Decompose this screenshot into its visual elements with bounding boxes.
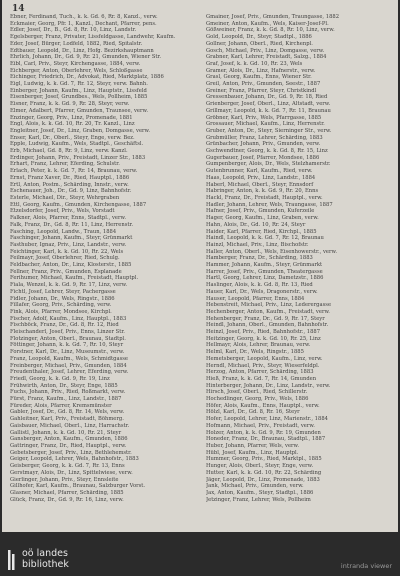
directory-entry: Feichtinger, Karl, k. k. Gd. 10, Rr. 22, Wels: [10, 248, 124, 255]
directory-entry: Haas, Leopold, Priv., Linz, Landstr., 1884: [206, 174, 316, 181]
directory-entry: Edler, Josef, Dr., B., Gd. 8, Rr. 10, Linz, Landstr.: [10, 27, 137, 34]
directory-entry: Heitzinger, Georg, k. k. Gd. 10, Rr. 25, Linz: [206, 335, 321, 342]
directory-entry: Hainzl, Michael, Priv., Linz, Bischofstr.: [206, 241, 309, 248]
directory-entry: Grossauer, Michael, Kaufm., Linz, Herrenstr.: [206, 121, 325, 128]
directory-entry: Harrer, Josef, Priv., Gmunden, Theatergasse: [206, 268, 323, 275]
directory-entry: Engl, Alois, k. k. Gd. 10, Rr. 20, Tr. Kanzl., Linz: [10, 121, 135, 128]
logo-mark-icon: [8, 550, 18, 570]
directory-entry: Gmeiner, Anton, Kaufm., Wels, Kaiser-Josef-Pl.: [206, 20, 329, 27]
directory-entry: Haller, Anton, Oberl., Wels, Eisenhowerstr., verw.: [206, 248, 337, 255]
directory-entry: Hemetsberger, Leopold, Kaufm., Linz, verw.: [206, 355, 323, 362]
directory-entry: Fink, Alois, Pfarrer, Mondsee, Kirchpl.: [10, 308, 112, 315]
directory-entry: Haslinger, Alois, k. k. Gd. 8, Rr. 13, Ried: [206, 282, 313, 289]
directory-entry: Hölzl, Karl, Dr., Gd. 8, Rr. 16, Steyr: [206, 409, 300, 416]
directory-entry: Eisenberger, Josef, Grundbes., Wels, Pollheim, 1885: [10, 94, 148, 101]
directory-entry: Geiger, Leopold, Lehrer, Wels, Bahnhofstr., 1883: [10, 456, 139, 463]
directory-entry: Egelsberger, Franz, Privater, Lissfeldgasse, Landwehr, Kaufm.: [10, 34, 176, 41]
directory-entry: Glück, Franz, Dr., Gd. 9, Rr. 16, Linz, verw.: [10, 496, 124, 503]
logo-text: [22, 548, 69, 570]
directory-entry: Gahleitner, Karl, Priv., Freistadt, Böhmerg.: [10, 416, 124, 423]
directory-entry: Ettl, Georg, Kaufm., Gmunden, Kirchengasse, 1887: [10, 201, 147, 208]
directory-entry: Eibl, Carl, Priv., Steyr, Kirchengasse, 1884, verw.: [10, 60, 141, 67]
directory-entry: Hübl, Josef, Kaufm., Linz, Hauptpl.: [206, 449, 299, 456]
directory-entry: Gallistl, Johann, k. k. Gd. 10, Rr. 21, Steyr: [10, 429, 122, 436]
directory-entry: Enser, Karl, Dr., Oberl., Steyr, Enge, verw. Bez.: [10, 134, 135, 141]
directory-entry: Hammer, Johann, Kaufm., Steyr, Grünmarkt: [206, 262, 323, 269]
directory-entry: Ehrlich, Johann, Dr., Gd. 9, Rr. 21, Gmunden, Wiener Str.: [10, 54, 162, 61]
directory-entry: Fürst, Franz, Kaufm., Linz, Landstr., 1887: [10, 396, 122, 403]
directory-entry: Gruber, Anton, Dr., Steyr, Sierninger Str., verw.: [206, 127, 332, 134]
directory-entry: Gierlinger, Johann, Priv., Steyr, Ennsleite: [10, 476, 119, 483]
directory-entry: Haberl, Michael, Oberl., Steyr, Ennsdorf: [206, 181, 314, 188]
directory-entry: Hochedlinger, Georg, Priv., Wels, 1886: [206, 396, 309, 403]
directory-entry: Hager, Georg, Kaufm., Linz, Graben, verw.: [206, 215, 319, 222]
right-column: [206, 14, 390, 526]
directory-entry: Haider, Karl, Pfarrer, Ried, Kirchpl., 1885: [206, 228, 317, 235]
directory-entry: Fischböck, Franz, Dr., Gd. 8, Rr. 12, Ried: [10, 322, 119, 329]
directory-entry: Grasl, Georg, Kaufm., Enns, Wiener Str.: [206, 74, 312, 81]
directory-entry: Eisner, Franz, k. k. Gd. 9, Rr. 28, Steyr, verw.: [10, 101, 130, 108]
directory-entry: Gosch, Michael, Priv., Linz, Domgasse, verw.: [206, 47, 325, 54]
directory-entry: Gressenbauer, Johann, Dr., Gd. 9, Rr. 18, Ried: [206, 94, 328, 101]
directory-entry: Jax, Anton, Kaufm., Steyr, Stadtpl., 1886: [206, 489, 314, 496]
directory-entry: Hofer, Leopold, Lehrer, Linz, Marienstr., 1884: [206, 416, 328, 423]
directory-entry: Engleitner, Josef, Dr., Linz, Graben, Domgasse, verw.: [10, 127, 151, 134]
directory-entry: Gerstmayr, Alois, Dr., Linz, Spittelwiese, verw.: [10, 469, 133, 476]
directory-entry: Glasner, Michael, Pfarrer, Schärding, 1885: [10, 489, 124, 496]
directory-entry: Gramer, Alois, Dr., Linz, Hafnerstr., verw.: [206, 67, 316, 74]
directory-entry: Herzog, Anton, Pfarrer, Schärding, 1883: [206, 369, 314, 376]
directory-entry: Hutter, Karl, k. k. Gd. 10, Rr. 22, Schärding: [206, 469, 322, 476]
directory-entry: Hummer, Georg, Priv., Ried, Marktpl., 1885: [206, 456, 322, 463]
directory-entry: Eschenauer, Joh., Dr., Gd. 9, Linz, Bahnhofstr.: [10, 188, 132, 195]
directory-entry: Eder, Josef, Bürger, Lodfeld, 1882, Ried, Spitalstr.: [10, 40, 143, 47]
logo-line1: oö landes: [22, 548, 68, 559]
directory-entry: Fichtl, Josef, Lehrer, Steyr, Pachergasse: [10, 288, 116, 295]
directory-entry: Honeder, Franz, Dr., Braunau, Stadtpl., 1887: [206, 436, 326, 443]
directory-entry: Faschinger, Johann, Kaufm., Steyr, Grünmarkt: [10, 235, 133, 242]
directory-entry: Hartl, Georg, Lehrer, Linz, Dametzstr., 1886: [206, 275, 324, 282]
directory-entry: Fillafer, Georg, Priv., Schärding, verw.: [10, 302, 112, 309]
directory-entry: Feldbacher, Anton, Dr., Linz, Klosterstr., 1885: [10, 262, 132, 269]
directory-entry: Herndl, Michael, Priv., Steyr, Wieserfeldpl.: [206, 362, 320, 369]
directory-entry: Hebenstreit, Michael, Priv., Linz, Lederergasse: [206, 302, 332, 309]
directory-entry: Fasching, Leopold, Landw., Traun, 1884: [10, 228, 117, 235]
scanned-page: [2, 0, 398, 532]
logo-line2: bibliothek: [22, 559, 69, 570]
directory-entry: Füreder, Alois, Pfarrer, Kremsmünster: [10, 402, 112, 409]
directory-entry: Erlach, Peter, k. k. Gd. 7, Rr. 14, Braunau, verw.: [10, 168, 138, 175]
directory-entry: Föttinger, Johann, k. k. Gd. 7, Rr. 10, Steyr: [10, 342, 124, 349]
directory-entry: Ertl, Anton, Postm., Schärding, Innstr., verw.: [10, 181, 129, 188]
directory-entry: Hauer, Karl, Dr., Wels, Dragonerstr., verw.: [206, 288, 318, 295]
directory-entry: Enzinger, Georg, Priv., Linz, Promenade, 1881: [10, 114, 133, 121]
directory-entry: Freinberger, Michael, Priv., Gmunden, 1884: [10, 362, 127, 369]
directory-entry: Hechenberger, Anton, Kaufm., Freistadt, verw.: [206, 308, 330, 315]
viewer-label: intranda viewer: [340, 562, 392, 570]
directory-entry: Esterle, Michael, Dir., Steyr, Wehrgraben: [10, 194, 120, 201]
directory-entry: Etzelsdorfer, Josef, Priv., Wels, Vorstadt: [10, 208, 115, 215]
directory-entry: Grubmüller, Franz, Lehrer, Schärding, 1883: [206, 134, 323, 141]
directory-entry: Frühwirth, Anton, Dr., Steyr, Enge, 1885: [10, 382, 118, 389]
directory-entry: Fasthuber, Ignaz, Priv., Linz, Landstr., verw.: [10, 241, 127, 248]
directory-entry: Hehenberger, Franz, Dr., Gd. 9, Rr. 17, Steyr: [206, 315, 325, 322]
directory-entry: Falkner, Alois, Pfarrer, Enns, Stadtpl., verw.: [10, 215, 127, 222]
page-number: 14: [12, 4, 25, 14]
directory-entry: Heinzl, Josef, Priv., Ried, Bahnhofstr., 1887: [206, 329, 321, 336]
directory-entry: Ernst, Franz Xaver, Dr., Ried, Hauptpl., 1886: [10, 174, 130, 181]
directory-entry: Eigl, Ludwig, k. k. Gd. 7, Rr. 12, Steyr, verw. Bahnh.: [10, 81, 148, 88]
directory-entry: Gugerbauer, Josef, Pfarrer, Mondsee, 1886: [206, 154, 320, 161]
directory-entry: Hadler, Johann, Lehrer, Wels, Traungasse, 1887: [206, 201, 333, 208]
directory-entry: Heindl, Johann, Oberl., Gmunden, Bahnhofstr.: [206, 322, 329, 329]
directory-entry: Hamberger, Franz, Dr., Schärding, 1883: [206, 255, 313, 262]
directory-entry: Freudenthaler, Josef, Lehrer, Eferding, verw.: [10, 369, 129, 376]
directory-entry: Flotzinger, Anton, Oberl., Braunau, Stadtpl.: [10, 335, 126, 342]
directory-entry: Fleischanderl, Josef, Priv., Enns, Linzer Str.: [10, 329, 125, 336]
directory-entry: Graf, Josef, k. k. Gd. 10, Rr. 23, Wels: [206, 60, 303, 67]
directory-entry: Gold, Leopold, Dr., Steyr, Stadtpl., 1886: [206, 34, 312, 41]
directory-entry: Feilmayr, Josef, Oberlehrer, Ried, Schulg.: [10, 255, 120, 262]
directory-entry: Gmainer, Josef, Priv., Gmunden, Traungasse, 1882: [206, 14, 340, 20]
directory-entry: Fellner, Franz, Priv., Gmunden, Esplanade: [10, 268, 122, 275]
directory-entry: Jetzinger, Franz, Lehrer, Wels, Pollheim: [206, 496, 311, 503]
directory-entry: Jank, Michael, Priv., Gmunden, verw.: [206, 483, 304, 490]
left-column: [10, 14, 194, 526]
directory-entry: Greiner, Franz, Pfarrer, Steyr, Christkindl: [206, 87, 317, 94]
directory-entry: Gröbner, Karl, Priv., Wels, Pfarrgasse, 1885: [206, 114, 322, 121]
directory-entry: Grabner, Karl, Lehrer, Freistadt, Salzg., 1884: [206, 54, 327, 61]
directory-entry: Hellmayr, Alois, Lehrer, Braunau, verw.: [206, 342, 311, 349]
directory-entry: Fidler, Johann, Dr., Wels, Ringstr., 1886: [10, 295, 115, 302]
directory-entry: Jäger, Leopold, Dr., Linz, Promenade, 1883: [206, 476, 320, 483]
directory-entry: Hackl, Franz, Dr., Freistadt, Hauptpl., verw.: [206, 194, 323, 201]
directory-entry: Gutenbrunner, Karl, Kaufm., Ried, verw.: [206, 168, 313, 175]
directory-entry: Helml, Karl, Dr., Wels, Ringstr., 1885: [206, 349, 304, 356]
directory-entry: Hieß, Franz, k. k. Gd. 7, Rr. 14, Gmunden: [206, 375, 317, 382]
directory-entry: Erhart, Franz, Lehrer, Eferding, Schulstr.: [10, 161, 120, 168]
directory-entry: Edtbauer, Leopold, Dr., Linz, Hofg. Bezirkshauptmann: [10, 47, 154, 54]
directory-entry: Grünbacher, Johann, Priv., Gmunden, verw.: [206, 141, 321, 148]
directory-entry: Eichberger, Anton, Oberlehrer, Wels, Schloßgasse: [10, 67, 143, 74]
directory-entry: Friedl, Georg, k. k. Gd. 9, Rr. 19, Linz: [10, 375, 110, 382]
directory-entry: Franz, Leopold, Kaufm., Wels, Schmidtgasse: [10, 355, 129, 362]
directory-entry: Gollner, Johann, Oberl., Ried, Kirchenpl.: [206, 40, 313, 47]
directory-entry: Ebner, Ferdinand, Tuch., k. k. Gd. 6, Rr. 8, Kanzl., verw.: [10, 14, 158, 20]
directory-entry: Holzer, Anton, k. k. Gd. 9, Rr. 19, Gmunden: [206, 429, 321, 436]
directory-entry: Elmer, Adalbert, Pfarrer, Gmunden, Traunsee, verw.: [10, 107, 148, 114]
directory-entry: Hinterberger, Johann, Dr., Linz, Landstr., verw.: [206, 382, 331, 389]
directory-entry: Hunger, Alois, Oberl., Steyr, Enge, verw.: [206, 463, 314, 470]
directory-entry: Habringer, Anton, k. k. Gd. 9, Rr. 20, Enns: [206, 188, 319, 195]
directory-entry: Greil, Anton, Priv., Gmunden, Seestr., 1887: [206, 81, 321, 88]
directory-entry: Erb, Michael, Gd. 8, Rr. 9, Linz, verw. Kanzl.: [10, 148, 128, 155]
directory-entry: Huber, Johann, Pfarrer, Wels, verw.: [206, 443, 300, 449]
directory-entry: Hauser, Leopold, Pfarrer, Enns, 1884: [206, 295, 305, 302]
directory-entry: Gschwendtner, Georg, k. k. Gd. 8, Rr. 15, Linz: [206, 148, 328, 155]
directory-entry: Fuchs, Johann, Priv., Ried, Roßmarkt, verw.: [10, 389, 126, 396]
directory-entry: Höfer, Alois, Kaufm., Enns, Hauptpl., verw.: [206, 402, 320, 409]
directory-entry: Grienberger, Josef, Oberl., Linz, Altstadt, verw.: [206, 101, 331, 108]
directory-entry: Gaisbauer, Michael, Oberl., Linz, Harrachstr.: [10, 422, 130, 429]
directory-entry: Gabler, Josef, Dr., Gd. 8, Rr. 14, Wels, verw.: [10, 409, 125, 416]
directory-entry: Erdinger, Johann, Priv., Freistadt, Linzer Str., 1883: [10, 154, 146, 161]
directory-entry: Geisberger, Georg, k. k. Gd. 7, Rr. 13, Enns: [10, 463, 125, 470]
directory-entry: Haindl, Leopold, k. k. Gd. 7, Rr. 12, Braunau: [206, 235, 324, 242]
directory-entry: Eichinger, Friedrich, Dr., Advokat, Ried, Marktplatz, 1886: [10, 74, 164, 81]
directory-entry: Gebetsberger, Josef, Priv., Linz, Bethlehemstr.: [10, 449, 132, 456]
directory-entry: Grillmayr, Leopold, k. k. Gd. 7, Rr. 11, Braunau: [206, 107, 331, 114]
directory-entry: Ferihumer, Michael, Kaufm., Freistadt, Hauptpl.: [10, 275, 139, 282]
directory-entry: Gumpenberger, Alois, Dr., Wels, Stelzhamerstr.: [206, 161, 331, 168]
directory-entry: Fischer, Adolf, Kaufm., Linz, Hauptpl., 1883: [10, 315, 127, 322]
directory-entry: Eckmaier, Georg, Pfr. I., Kanzl., Dechant, Pfarrer, pens.: [10, 20, 157, 27]
directory-entry: Hahn, Alois, Dr., Gd. 10, Rr. 24, Steyr: [206, 221, 306, 228]
directory-entry: Gillhofer, Karl, Kaufm., Braunau, Salzburger Vorst.: [10, 483, 146, 490]
directory-entry: Forstner, Karl, Dr., Linz, Museumstr., verw.: [10, 349, 125, 356]
directory-entry: Hafner, Josef, Priv., Gmunden, Kuferzeile: [206, 208, 315, 215]
directory-entry: Gattringer, Franz, Dr., Ried, Hauptpl., verw.: [10, 443, 127, 449]
directory-entry: Falk, Franz, Dr., Gd. 8, Rr. 11, Linz, Herrenstr.: [10, 221, 134, 228]
directory-entry: Einberger, Johann, Kaufm., Linz, Hauptstr., Lissfeld: [10, 87, 147, 94]
directory-entry: Epple, Ludwig, Kaufm., Wels, Stadtpl., Geschäftsl.: [10, 141, 144, 148]
directory-entry: Fiala, Wenzel, k. k. Gd. 9, Rr. 17, Linz, verw.: [10, 282, 128, 289]
directory-entry: Hirsch, Josef, Oberl., Ried, Schillerstr.: [206, 389, 308, 396]
directory-entry: Gansberger, Anton, Kaufm., Gmunden, 1886: [10, 436, 128, 443]
directory-entry: Gößweiner, Franz, k. k. Gd. 8, Rr. 10, Linz, verw.: [206, 27, 335, 34]
directory-entry: Hofmann, Michael, Priv., Freistadt, verw.: [206, 422, 315, 429]
